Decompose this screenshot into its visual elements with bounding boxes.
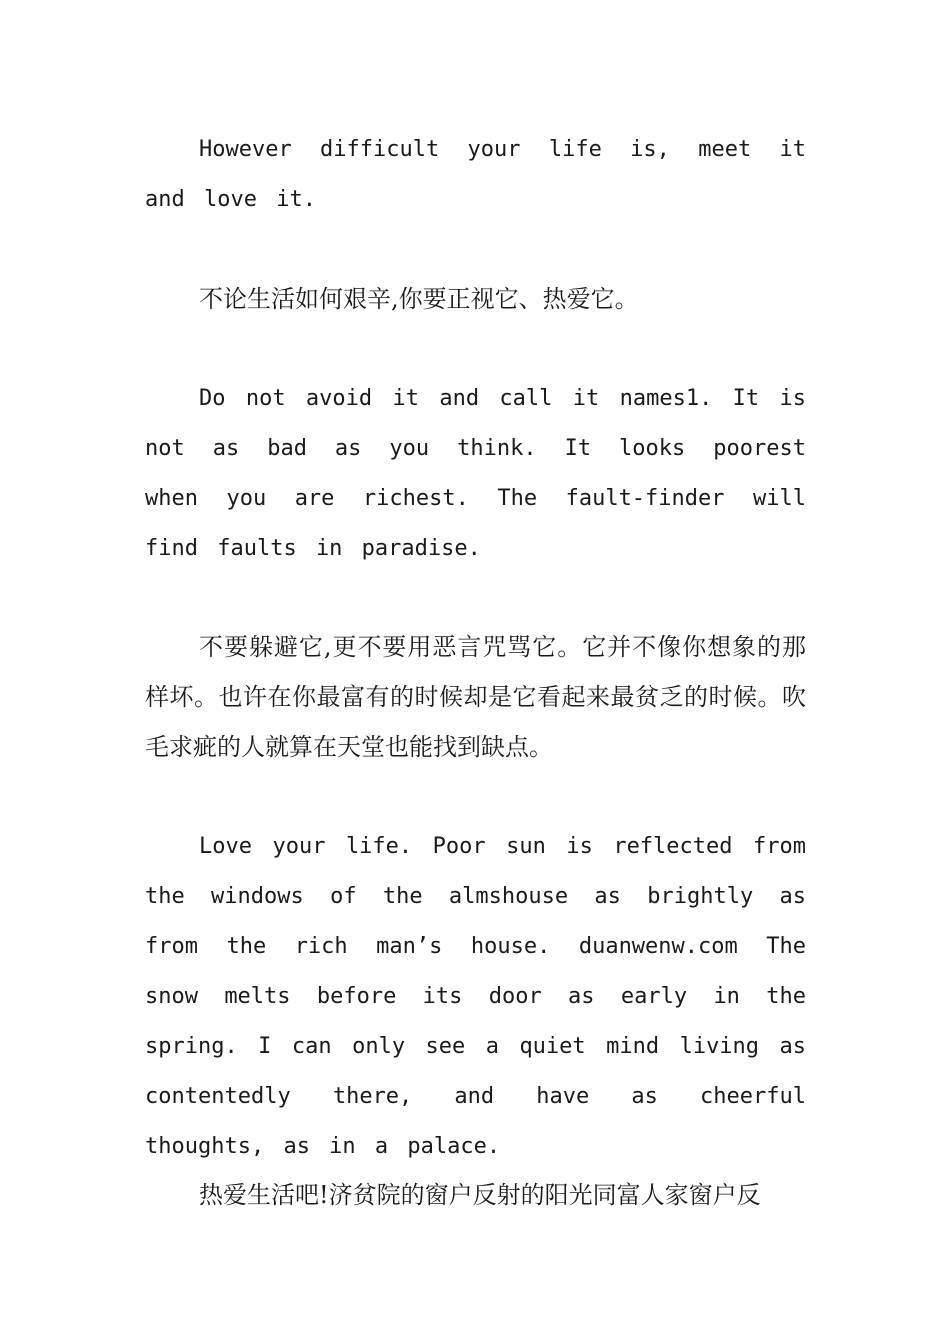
paragraph-chinese-2: 不要躲避它,更不要用恶言咒骂它。它并不像你想象的那样坏。也许在你最富有的时候却是它看起来最贫乏的时候。吹毛求疵的人就算在天堂也能找到缺点。 (145, 633, 806, 761)
paragraph-english-3: Love your life. Poor sun is reflected from the windows of the almshouse as brightly as from the rich man’s house. duanwenw.com The snow melts before its door as early in the spring. I can only see a quiet mind living as contentedly there, and have as cheerful thoughts, as in a palace. (145, 834, 806, 1159)
paragraph-chinese-1: 不论生活如何艰辛,你要正视它、热爱它。 (199, 285, 639, 313)
paragraph-english-1: However difficult your life is, meet it and love it. (145, 137, 806, 212)
paragraph-chinese-3: 热爱生活吧!济贫院的窗户反射的阳光同富人家窗户反 (199, 1181, 761, 1209)
paragraph-english-2: Do not avoid it and call it names1. It is not as bad as you think. It looks poorest when you are richest. The fault-finder will find faults in paradise. (145, 386, 806, 561)
